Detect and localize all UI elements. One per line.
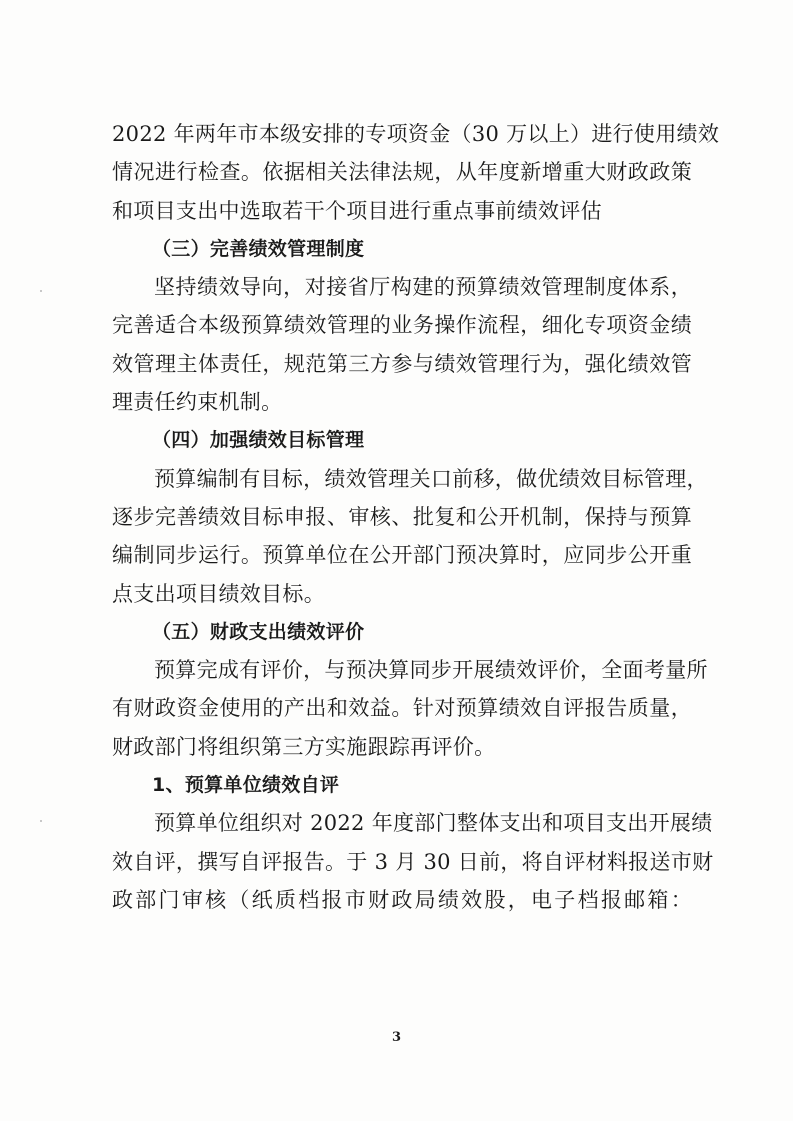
body-line: 政部门审核（纸质档报市财政局绩效股，电子档报邮箱： — [112, 887, 692, 912]
scan-speck — [40, 820, 42, 822]
section-heading-3: （三）完善绩效管理制度 — [152, 237, 365, 260]
section-heading-5: （五）财政支出绩效评价 — [152, 620, 365, 643]
body-line: 完善适合本级预算绩效管理的业务操作流程，细化专项资金绩 — [112, 313, 692, 338]
subsection-heading-1: 1、预算单位绩效自评 — [152, 774, 340, 797]
section-heading-4: （四）加强绩效目标管理 — [152, 429, 365, 452]
body-line: 预算完成有评价，与预决算同步开展绩效评价，全面考量所 — [154, 658, 708, 683]
body-line: 效管理主体责任，规范第三方参与绩效管理行为，强化绩效管 — [112, 351, 692, 376]
body-line: 点支出项目绩效目标。 — [112, 581, 325, 606]
body-line: 和项目支出中选取若干个项目进行重点事前绩效评估 — [112, 198, 602, 223]
body-line: 财政部门将组织第三方实施跟踪再评价。 — [112, 734, 496, 759]
body-line: 2022 年两年市本级安排的专项资金（30 万以上）进行使用绩效 — [112, 122, 720, 146]
body-line: 情况进行检查。依据相关法律法规，从年度新增重大财政政策 — [112, 160, 692, 185]
body-line: 预算编制有目标，绩效管理关口前移，做优绩效目标管理， — [154, 466, 708, 491]
body-line: 有财政资金使用的产出和效益。针对预算绩效自评报告质量， — [112, 696, 692, 721]
body-line: 理责任约束机制。 — [112, 390, 283, 415]
document-body — [112, 115, 720, 919]
body-line: 预算单位组织对 2022 年度部门整体支出和项目支出开展绩 — [154, 811, 713, 836]
body-line: 效自评，撰写自评报告。于 3 月 30 日前，将自评材料报送市财 — [112, 849, 714, 874]
body-line: 逐步完善绩效目标申报、审核、批复和公开机制，保持与预算 — [112, 504, 692, 529]
page-number: 3 — [391, 1030, 402, 1045]
body-line: 编制同步运行。预算单位在公开部门预决算时，应同步公开重 — [112, 543, 692, 568]
scan-speck — [40, 290, 42, 292]
body-line: 坚持绩效导向，对接省厅构建的预算绩效管理制度体系， — [154, 275, 692, 300]
